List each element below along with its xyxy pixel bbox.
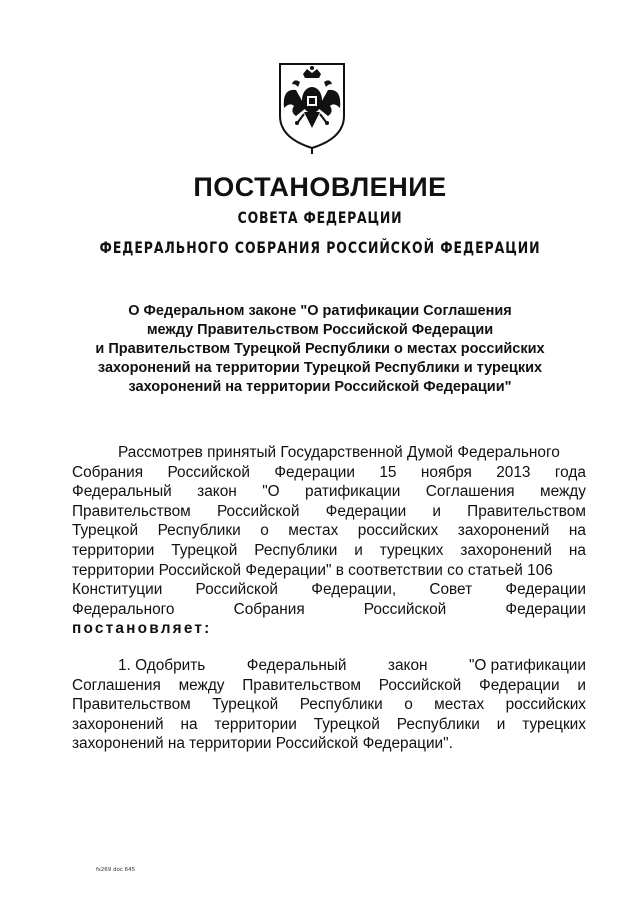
word: захоронений (460, 541, 552, 559)
word: Республики (396, 715, 480, 733)
word: Российской (363, 600, 447, 618)
word: Российской (378, 676, 462, 694)
word: Совет (429, 581, 473, 599)
word: ноября (420, 463, 472, 481)
text-run: территории Российской Федерации" в соответствии со статьей 106 (72, 561, 553, 579)
word: на (180, 715, 198, 733)
word: и (577, 676, 586, 694)
word: "О (262, 483, 280, 501)
subject-line: захоронений на территории Турецкой Республики и турецких (97, 360, 543, 376)
word: Российской (195, 581, 279, 599)
word: турецких (379, 541, 444, 559)
word: о (404, 696, 413, 714)
word: местах (288, 522, 339, 540)
paragraph-preamble (72, 443, 586, 639)
word: Республики (299, 696, 383, 714)
word: Республики (254, 541, 338, 559)
word: Федеральный (72, 483, 172, 501)
text-line (72, 463, 586, 483)
subject-line: О Федеральном законе "О ратификации Соглашения (128, 303, 512, 319)
text-line (72, 600, 586, 620)
word: Федерации (505, 581, 586, 599)
text-line (72, 443, 586, 463)
word: Турецкой (171, 541, 238, 559)
text-line (72, 619, 586, 639)
word: "О ратификации (468, 657, 586, 674)
coat-of-arms-icon (272, 60, 352, 156)
text-line (72, 734, 586, 754)
word: закон (387, 657, 428, 674)
word: Правительством (72, 502, 191, 520)
word: Федерального (72, 600, 175, 618)
word: территории (214, 715, 297, 733)
subject-line: и Правительством Турецкой Республики о местах российских (95, 341, 545, 357)
word: на (568, 541, 586, 559)
text-run: Рассмотрев принятый Государственной Думой Федерального (118, 444, 560, 461)
text-line (72, 715, 586, 735)
word: российских (505, 696, 586, 714)
subject-line: захоронений на территории Российской Федерации" (128, 379, 512, 395)
word: 1. Одобрить (118, 657, 206, 674)
word: Турецкой (72, 522, 139, 540)
word: захоронений (457, 522, 550, 540)
word: местах (434, 696, 485, 714)
word: Турецкой (313, 715, 380, 733)
word: между (178, 676, 225, 694)
document-subtitle-council: СОВЕТА ФЕДЕРАЦИИ (237, 208, 403, 227)
word: Правительством (242, 676, 362, 694)
text-line (72, 695, 586, 715)
word: захоронений (72, 715, 164, 733)
word: российских (357, 522, 439, 540)
word: Федеральный (246, 657, 347, 674)
text-line (72, 482, 586, 502)
word: Республики (157, 522, 241, 540)
document-title: ПОСТАНОВЛЕНИЕ (193, 172, 447, 202)
word: турецких (522, 715, 586, 733)
text-line (72, 580, 586, 600)
word: Российской (216, 502, 300, 520)
word: ратификации (305, 483, 401, 501)
word: и (432, 502, 441, 520)
resolution-subject (60, 302, 580, 397)
text-run: захоронений на территории Российской Федерации". (72, 735, 453, 753)
word: Турецкой (212, 696, 279, 714)
word: Федерации, (311, 581, 397, 599)
paragraph-item-1 (72, 656, 586, 754)
word: территории (72, 541, 155, 559)
word: Федерации (325, 502, 407, 520)
document-subtitle-assembly: ФЕДЕРАЛЬНОГО СОБРАНИЯ РОССИЙСКОЙ ФЕДЕРАЦИИ (99, 238, 541, 257)
word: закон (197, 483, 237, 501)
word: Федерации (274, 463, 355, 481)
text-line (72, 541, 586, 561)
word: Правительством (72, 696, 191, 714)
word: между (540, 483, 586, 501)
subject-line: между Правительством Российской Федерации (146, 322, 494, 338)
word: Собрания (233, 600, 305, 618)
text-line (72, 521, 586, 541)
word: о (260, 522, 269, 540)
text-line (72, 502, 586, 522)
word: 15 (379, 463, 397, 481)
text-line (72, 676, 586, 696)
word: года (554, 463, 586, 481)
word: и (496, 715, 506, 733)
word: Собрания (72, 463, 144, 481)
document-code: fs269 doc 645 (96, 867, 136, 873)
word: Федерации (479, 676, 560, 694)
word: Правительством (467, 502, 586, 520)
word: Соглашения (72, 676, 161, 694)
word: и (354, 541, 363, 559)
word: Конституции (72, 581, 163, 599)
text-line (72, 561, 586, 581)
word: Соглашения (425, 483, 515, 501)
word: Российской (167, 463, 250, 481)
resolves-keyword: постановляет: (72, 620, 212, 638)
word: 2013 (496, 463, 531, 481)
word: Федерации (505, 600, 586, 618)
word: на (568, 522, 586, 540)
text-line (72, 656, 586, 676)
